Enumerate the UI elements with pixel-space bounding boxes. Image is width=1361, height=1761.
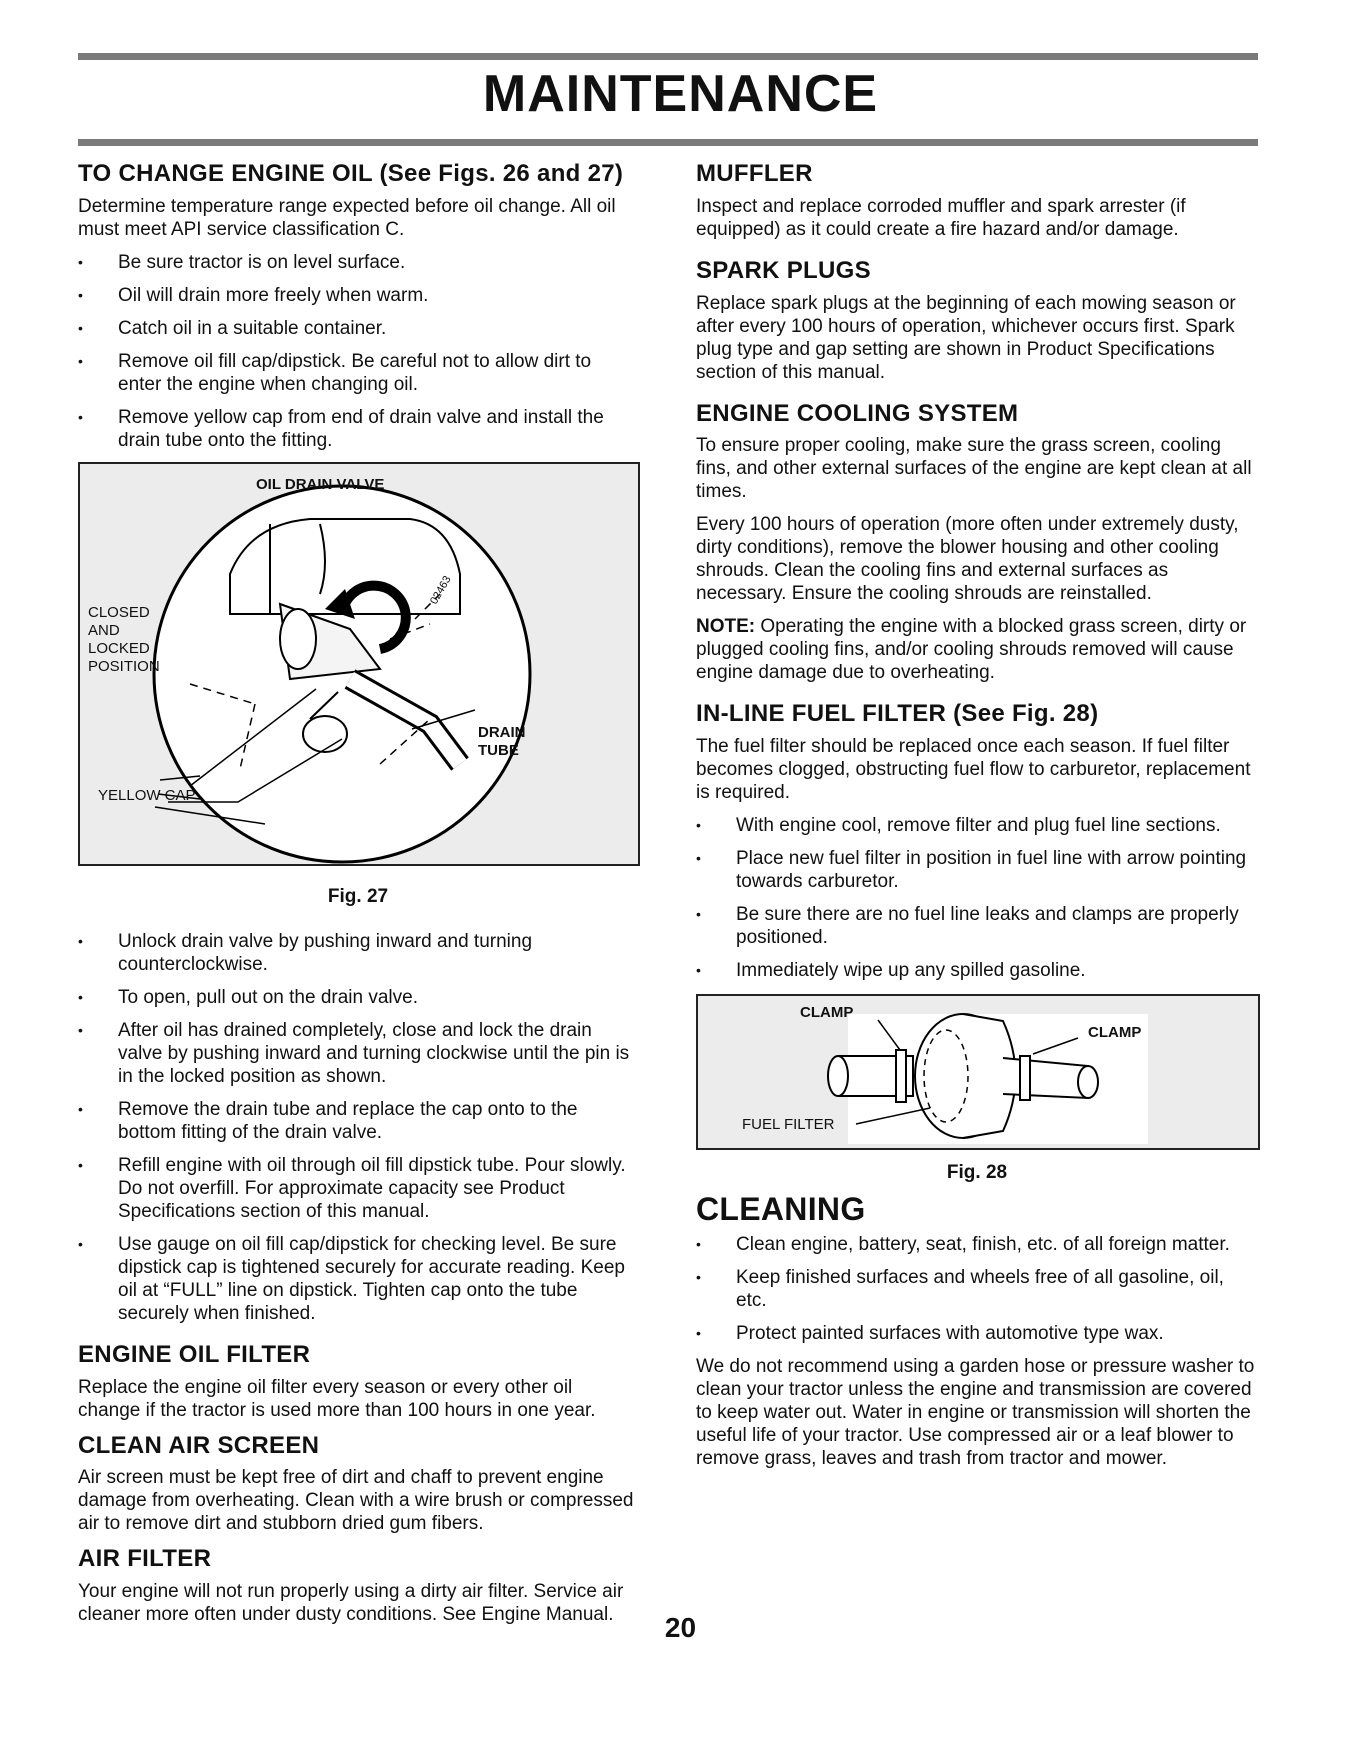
list-item: • Catch oil in a suitable container. [78,317,638,340]
oil-change-intro: Determine temperature range expected before oil change. All oil must meet API service classification C. [78,195,616,240]
list-item: • Remove oil fill cap/dipstick. Be careful not to allow dirt to enter the engine when changing oil. [78,350,638,396]
list-item: • After oil has drained completely, close and lock the drain valve by pushing inward and turning clockwise until the pin is in the locked position as shown. [78,1019,638,1088]
engine-oil-filter-heading: ENGINE OIL FILTER [78,1340,311,1368]
oil-change-steps-a [78,251,638,452]
list-item: • Oil will drain more freely when warm. [78,284,638,307]
engine-cooling-heading: ENGINE COOLING SYSTEM [696,399,1019,427]
fig28-fuel-filter-illustration [696,994,1260,1150]
fig27-caption: Fig. 27 [327,885,389,907]
page-title: MAINTENANCE [482,65,879,123]
top-rule [78,53,1258,60]
fig28-caption: Fig. 28 [946,1162,1008,1184]
air-filter-heading: AIR FILTER [78,1545,212,1573]
list-item: • Use gauge on oil fill cap/dipstick for checking level. Be sure dipstick cap is tightened securely for accurate reading. Keep oil at “FULL” line on dipstick. Tighten cap onto the tube securely when finished. [78,1233,638,1325]
left-column [78,160,638,1636]
right-column [696,160,1258,1480]
clean-air-screen-heading: CLEAN AIR SCREEN [78,1431,320,1459]
engine-cooling-text-1: To ensure proper cooling, make sure the grass screen, cooling fins, and other external surfaces of the engine are kept clean at all times. [696,435,1252,503]
label-and: AND [88,621,120,639]
engine-oil-filter-text: Replace the engine oil filter every season or every other oil change if the tractor is used more than 100 hours in one year. [78,1376,596,1421]
label-clamp-right: CLAMP [1088,1024,1142,1042]
air-filter-text: Your engine will not run properly using a dirty air filter. Service air cleaner more often under dusty conditions. See Engine Manual. [78,1581,624,1626]
label-position: POSITION [88,657,160,675]
cleaning-steps [696,1233,1258,1345]
spark-plugs-text: Replace spark plugs at the beginning of each mowing season or after every 100 hours of operation, whichever occurs first. Spark plug type and gap setting are shown in Product Specifications section of this manual. [696,292,1236,383]
clean-air-screen-text: Air screen must be kept free of dirt and chaff to prevent engine damage from overheating. Clean with a wire brush or compressed air to remove dirt and stubborn dried gum fibers. [78,1467,634,1535]
cleaning-heading: CLEANING [696,1191,866,1228]
oil-change-heading: TO CHANGE ENGINE OIL (See Figs. 26 and 27) [78,160,624,187]
list-item: • Remove the drain tube and replace the cap onto to the bottom fitting of the drain valve. [78,1098,638,1144]
oil-drain-valve-drawing [80,464,638,864]
oil-change-steps-b [78,930,638,1325]
list-item: • Remove yellow cap from end of drain valve and install the drain tube onto the fitting. [78,406,638,452]
label-closed: CLOSED [88,603,150,621]
label-oil-drain-valve: OIL DRAIN VALVE [256,475,385,493]
fig27-oil-drain-valve-illustration [78,462,640,866]
cleaning-text: We do not recommend using a garden hose or pressure washer to clean your tractor unless the engine and transmission are covered to keep water out. Water in engine or transmission will shorten the useful life of your tractor. Use compressed air or a leaf blower to remove grass, leaves and trash from tractor and mower. [696,1355,1255,1469]
label-drain: DRAIN [478,723,526,741]
label-tube: TUBE [478,741,519,759]
title-rule [78,139,1258,146]
label-locked: LOCKED [88,639,150,657]
engine-oil-filter-section [78,1341,638,1422]
engine-cooling-text-2: Every 100 hours of operation (more often under extremely dusty, dirty conditions), remove the blower housing and other cooling shrouds. Clean the cooling fins and external surfaces as necessary. Ensure the cooling shrouds are reinstalled. [696,514,1239,605]
list-item: • Place new fuel filter in position in fuel line with arrow pointing towards carburetor. [696,847,1258,893]
list-item: • Be sure there are no fuel line leaks and clamps are properly positioned. [696,903,1258,949]
clean-air-screen-section [78,1432,638,1536]
page-number: 20 [664,1612,697,1643]
list-item: • Immediately wipe up any spilled gasoline. [696,959,1258,982]
muffler-heading: MUFFLER [696,160,813,187]
spark-plugs-heading: SPARK PLUGS [696,256,871,284]
list-item: • Protect painted surfaces with automotive type wax. [696,1322,1258,1345]
list-item: • Unlock drain valve by pushing inward and turning counterclockwise. [78,930,638,976]
list-item: • Clean engine, battery, seat, finish, etc. of all foreign matter. [696,1233,1258,1256]
fuel-filter-heading: IN-LINE FUEL FILTER (See Fig. 28) [696,700,1099,728]
note-text: Operating the engine with a blocked grass screen, dirty or plugged cooling fins, and/or cooling shrouds removed will cause engine damage due to overheating. [696,616,1247,684]
label-fuel-filter: FUEL FILTER [742,1116,835,1134]
label-yellow-cap: YELLOW CAP [98,786,196,804]
list-item: • Refill engine with oil through oil fill dipstick tube. Pour slowly. Do not overfill. For approximate capacity see Product Specifications section of this manual. [78,1154,638,1223]
list-item: • With engine cool, remove filter and plug fuel line sections. [696,814,1258,837]
list-item: • Keep finished surfaces and wheels free of all gasoline, oil, etc. [696,1266,1258,1312]
engine-cooling-note [696,615,1258,684]
note-label: NOTE: [696,616,756,638]
list-item: • Be sure tractor is on level surface. [78,251,638,274]
list-item: • To open, pull out on the drain valve. [78,986,638,1009]
muffler-text: Inspect and replace corroded muffler and spark arrester (if equipped) as it could create a fire hazard and/or damage. [696,195,1186,240]
label-clamp-left: CLAMP [800,1004,854,1022]
part-number: 02463 [428,573,454,607]
fuel-filter-steps [696,814,1258,982]
fuel-filter-text: The fuel filter should be replaced once each season. If fuel filter becomes clogged, obstructing fuel flow to carburetor, replacement is required. [696,736,1251,804]
